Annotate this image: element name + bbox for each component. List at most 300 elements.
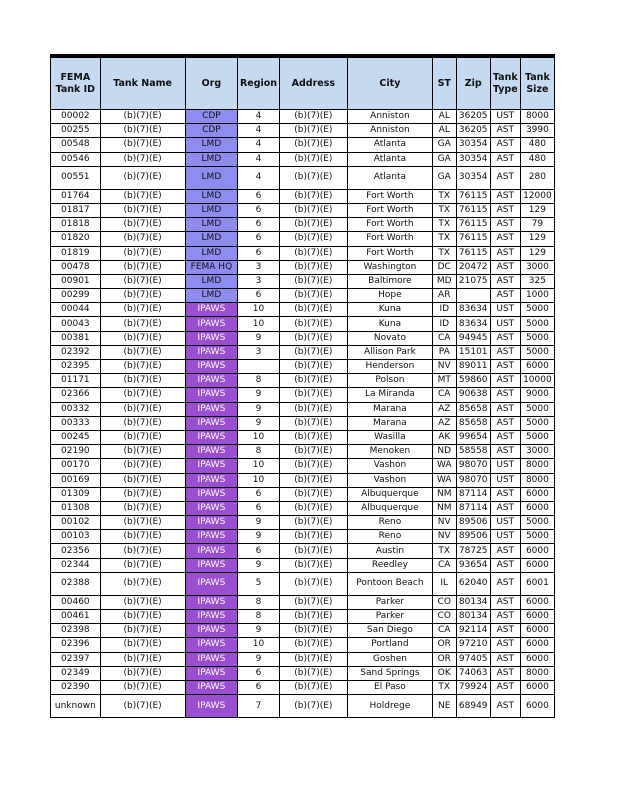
cell-city: El Paso [347,680,432,694]
cell-city: Atlanta [347,166,432,189]
cell-tank-id: 01818 [51,218,101,232]
cell-region: 8 [238,595,279,609]
cell-org: CDP [185,124,238,138]
cell-tank-name: (b)(7)(E) [100,331,185,345]
cell-tank-type: UST [490,530,520,544]
col-header-fema-tank-id: FEMA Tank ID [51,58,101,110]
cell-org: LMD [185,138,238,152]
cell-tank-size: 3990 [520,124,554,138]
cell-tank-id: 02366 [51,388,101,402]
cell-tank-id: 02397 [51,652,101,666]
cell-tank-name: (b)(7)(E) [100,303,185,317]
table-row [51,572,555,595]
cell-region: 5 [238,572,279,595]
cell-tank-type: UST [490,303,520,317]
cell-state: CO [432,595,456,609]
cell-state: TX [432,203,456,217]
cell-state: GA [432,152,456,166]
cell-zip: 89506 [456,530,490,544]
cell-address: (b)(7)(E) [279,345,347,359]
cell-tank-id: 00460 [51,595,101,609]
cell-tank-type: AST [490,680,520,694]
cell-state: ND [432,445,456,459]
cell-tank-name: (b)(7)(E) [100,530,185,544]
cell-city: San Diego [347,624,432,638]
cell-org: IPAWS [185,638,238,652]
cell-zip: 94945 [456,331,490,345]
table-row [51,473,555,487]
cell-tank-name: (b)(7)(E) [100,680,185,694]
cell-org: IPAWS [185,473,238,487]
table-row [51,388,555,402]
table-row [51,402,555,416]
cell-org: IPAWS [185,487,238,501]
cell-tank-type: AST [490,624,520,638]
cell-org: IPAWS [185,572,238,595]
cell-org: LMD [185,232,238,246]
cell-city: Pontoon Beach [347,572,432,595]
cell-tank-size: 8000 [520,473,554,487]
cell-city: Vashon [347,459,432,473]
cell-zip [456,289,490,303]
cell-org: IPAWS [185,516,238,530]
cell-address: (b)(7)(E) [279,530,347,544]
cell-tank-size: 3000 [520,445,554,459]
cell-address: (b)(7)(E) [279,624,347,638]
cell-tank-id: 00255 [51,124,101,138]
cell-region: 10 [238,459,279,473]
cell-region: 10 [238,317,279,331]
cell-tank-id: 02392 [51,345,101,359]
cell-tank-size: 8000 [520,459,554,473]
cell-region: 9 [238,516,279,530]
cell-city: Holdrege [347,695,432,718]
cell-tank-size: 12000 [520,189,554,203]
cell-region: 4 [238,110,279,124]
cell-city: Fort Worth [347,232,432,246]
cell-tank-size: 5000 [520,430,554,444]
cell-tank-size: 8000 [520,110,554,124]
cell-region: 9 [238,388,279,402]
cell-state: TX [432,232,456,246]
table-row [51,638,555,652]
cell-tank-size: 5000 [520,317,554,331]
cell-city: Hope [347,289,432,303]
cell-tank-size: 79 [520,218,554,232]
table-row [51,331,555,345]
cell-tank-type: UST [490,110,520,124]
cell-address: (b)(7)(E) [279,374,347,388]
cell-tank-id: 00551 [51,166,101,189]
cell-address: (b)(7)(E) [279,430,347,444]
cell-address: (b)(7)(E) [279,516,347,530]
cell-tank-type: AST [490,246,520,260]
cell-tank-id: 01817 [51,203,101,217]
cell-tank-type: AST [490,595,520,609]
cell-tank-size: 325 [520,274,554,288]
cell-zip: 80134 [456,595,490,609]
cell-tank-size: 280 [520,166,554,189]
cell-city: Reno [347,530,432,544]
table-row [51,274,555,288]
cell-zip: 30354 [456,166,490,189]
cell-tank-name: (b)(7)(E) [100,572,185,595]
cell-tank-type: AST [490,652,520,666]
cell-state: IL [432,572,456,595]
cell-org: LMD [185,246,238,260]
cell-org: IPAWS [185,666,238,680]
table-header [51,58,555,110]
cell-address: (b)(7)(E) [279,260,347,274]
cell-tank-type: UST [490,459,520,473]
cell-tank-type: AST [490,203,520,217]
cell-zip: 36205 [456,110,490,124]
cell-tank-type: AST [490,360,520,374]
cell-state: OR [432,638,456,652]
cell-city: Novato [347,331,432,345]
cell-city: Fort Worth [347,203,432,217]
cell-org: IPAWS [185,445,238,459]
cell-tank-type: AST [490,124,520,138]
cell-org: CDP [185,110,238,124]
cell-address: (b)(7)(E) [279,638,347,652]
table-row [51,124,555,138]
cell-tank-type: AST [490,445,520,459]
cell-state: GA [432,138,456,152]
cell-city: Portland [347,638,432,652]
cell-zip: 76115 [456,232,490,246]
cell-zip: 74063 [456,666,490,680]
cell-tank-type: AST [490,274,520,288]
cell-org: LMD [185,152,238,166]
cell-tank-size: 480 [520,138,554,152]
cell-tank-name: (b)(7)(E) [100,430,185,444]
cell-tank-size: 5000 [520,303,554,317]
cell-zip: 87114 [456,501,490,515]
cell-org: IPAWS [185,345,238,359]
cell-org: IPAWS [185,303,238,317]
cell-region: 9 [238,416,279,430]
table-row [51,260,555,274]
cell-state: CA [432,331,456,345]
cell-tank-type: AST [490,430,520,444]
col-header-org: Org [185,58,238,110]
cell-region: 10 [238,303,279,317]
cell-tank-id: 00478 [51,260,101,274]
table-row [51,501,555,515]
cell-tank-name: (b)(7)(E) [100,516,185,530]
cell-tank-name: (b)(7)(E) [100,558,185,572]
cell-address: (b)(7)(E) [279,203,347,217]
cell-city: Kuna [347,317,432,331]
cell-region: 4 [238,152,279,166]
cell-org: LMD [185,189,238,203]
cell-region: 6 [238,501,279,515]
cell-zip: 30354 [456,138,490,152]
cell-zip: 59860 [456,374,490,388]
cell-city: Anniston [347,110,432,124]
cell-tank-size: 5000 [520,331,554,345]
cell-tank-size: 5000 [520,516,554,530]
cell-address: (b)(7)(E) [279,595,347,609]
cell-region: 6 [238,544,279,558]
table-row [51,289,555,303]
cell-tank-size: 6000 [520,544,554,558]
cell-city: Washington [347,260,432,274]
cell-tank-size: 6000 [520,610,554,624]
cell-tank-name: (b)(7)(E) [100,189,185,203]
cell-zip: 92114 [456,624,490,638]
cell-tank-size: 9000 [520,388,554,402]
cell-org: IPAWS [185,544,238,558]
col-header-tank-size: Tank Size [520,58,554,110]
cell-region: 6 [238,487,279,501]
table-row [51,680,555,694]
cell-tank-size: 129 [520,246,554,260]
cell-state: CA [432,388,456,402]
cell-city: Albuquerque [347,487,432,501]
cell-tank-size: 10000 [520,374,554,388]
cell-tank-name: (b)(7)(E) [100,289,185,303]
cell-tank-size: 5000 [520,530,554,544]
cell-address: (b)(7)(E) [279,124,347,138]
col-header-city: City [347,58,432,110]
cell-tank-type: AST [490,218,520,232]
cell-state: WA [432,473,456,487]
cell-org: IPAWS [185,331,238,345]
cell-region: 3 [238,260,279,274]
cell-region: 6 [238,666,279,680]
table-row [51,666,555,680]
cell-tank-id: 02398 [51,624,101,638]
cell-tank-name: (b)(7)(E) [100,246,185,260]
cell-org: IPAWS [185,360,238,374]
cell-city: La Miranda [347,388,432,402]
cell-city: Atlanta [347,152,432,166]
cell-tank-id: 00002 [51,110,101,124]
cell-tank-name: (b)(7)(E) [100,138,185,152]
cell-tank-id: 00332 [51,402,101,416]
cell-tank-size: 6001 [520,572,554,595]
table-row [51,138,555,152]
cell-city: Austin [347,544,432,558]
cell-city: Marana [347,416,432,430]
cell-tank-id: 01171 [51,374,101,388]
cell-tank-id: 00245 [51,430,101,444]
table-row [51,166,555,189]
cell-city: Allison Park [347,345,432,359]
cell-state: AZ [432,416,456,430]
cell-tank-type: AST [490,374,520,388]
cell-tank-name: (b)(7)(E) [100,459,185,473]
table-row [51,317,555,331]
table-row [51,360,555,374]
cell-tank-size: 3000 [520,260,554,274]
cell-state: NV [432,360,456,374]
cell-tank-name: (b)(7)(E) [100,374,185,388]
cell-org: IPAWS [185,595,238,609]
cell-state: TX [432,544,456,558]
cell-org: LMD [185,289,238,303]
cell-address: (b)(7)(E) [279,110,347,124]
cell-tank-type: AST [490,501,520,515]
cell-address: (b)(7)(E) [279,473,347,487]
cell-address: (b)(7)(E) [279,558,347,572]
cell-state: NM [432,487,456,501]
cell-region: 6 [238,203,279,217]
cell-address: (b)(7)(E) [279,360,347,374]
cell-city: Fort Worth [347,189,432,203]
cell-tank-id: 00299 [51,289,101,303]
cell-tank-size: 129 [520,203,554,217]
cell-tank-id: 02190 [51,445,101,459]
cell-org: IPAWS [185,317,238,331]
cell-region: 6 [238,680,279,694]
table-row [51,416,555,430]
cell-region: 3 [238,345,279,359]
cell-tank-id: 02396 [51,638,101,652]
cell-address: (b)(7)(E) [279,303,347,317]
cell-org: IPAWS [185,388,238,402]
cell-tank-id: 02356 [51,544,101,558]
cell-org: IPAWS [185,374,238,388]
cell-tank-type: AST [490,331,520,345]
cell-tank-size: 6000 [520,487,554,501]
cell-state: OK [432,666,456,680]
cell-address: (b)(7)(E) [279,402,347,416]
cell-region: 3 [238,274,279,288]
cell-tank-type: AST [490,416,520,430]
cell-address: (b)(7)(E) [279,572,347,595]
cell-state: TX [432,189,456,203]
cell-tank-size: 6000 [520,680,554,694]
cell-region: 6 [238,189,279,203]
cell-tank-name: (b)(7)(E) [100,695,185,718]
cell-tank-name: (b)(7)(E) [100,260,185,274]
cell-address: (b)(7)(E) [279,152,347,166]
cell-zip: 79924 [456,680,490,694]
cell-tank-id: 02395 [51,360,101,374]
cell-region: 6 [238,289,279,303]
cell-tank-name: (b)(7)(E) [100,166,185,189]
cell-address: (b)(7)(E) [279,459,347,473]
cell-tank-id: 02388 [51,572,101,595]
cell-address: (b)(7)(E) [279,218,347,232]
cell-city: Fort Worth [347,218,432,232]
cell-zip: 80134 [456,610,490,624]
cell-city: Polson [347,374,432,388]
cell-state: CA [432,558,456,572]
cell-city: Reno [347,516,432,530]
cell-tank-type: AST [490,572,520,595]
cell-tank-type: AST [490,152,520,166]
cell-tank-type: AST [490,345,520,359]
cell-region: 9 [238,558,279,572]
cell-city: Wasilla [347,430,432,444]
cell-state: WA [432,459,456,473]
cell-tank-size: 8000 [520,666,554,680]
col-header-zip: Zip [456,58,490,110]
cell-org: IPAWS [185,680,238,694]
table-row [51,374,555,388]
cell-address: (b)(7)(E) [279,388,347,402]
cell-tank-name: (b)(7)(E) [100,473,185,487]
cell-tank-name: (b)(7)(E) [100,666,185,680]
cell-tank-type: AST [490,695,520,718]
cell-org: IPAWS [185,558,238,572]
cell-zip: 85658 [456,416,490,430]
cell-zip: 90638 [456,388,490,402]
cell-zip: 97405 [456,652,490,666]
cell-tank-size: 6000 [520,360,554,374]
cell-state: ID [432,317,456,331]
cell-tank-size: 1000 [520,289,554,303]
cell-tank-size: 129 [520,232,554,246]
cell-zip: 87114 [456,487,490,501]
cell-zip: 78725 [456,544,490,558]
cell-tank-size: 5000 [520,402,554,416]
cell-city: Baltimore [347,274,432,288]
cell-tank-id: 00043 [51,317,101,331]
cell-tank-id: 00381 [51,331,101,345]
cell-state: AR [432,289,456,303]
table-row [51,459,555,473]
cell-tank-name: (b)(7)(E) [100,544,185,558]
table-body [51,110,555,718]
col-header-tank-type: Tank Type [490,58,520,110]
cell-city: Kuna [347,303,432,317]
cell-state: CO [432,610,456,624]
cell-region: 9 [238,331,279,345]
table-row [51,558,555,572]
cell-city: Goshen [347,652,432,666]
cell-tank-id: 01309 [51,487,101,501]
cell-address: (b)(7)(E) [279,138,347,152]
table-row [51,530,555,544]
cell-tank-name: (b)(7)(E) [100,110,185,124]
cell-region: 6 [238,218,279,232]
cell-zip: 15101 [456,345,490,359]
cell-tank-size: 6000 [520,652,554,666]
cell-org: LMD [185,166,238,189]
cell-state: NV [432,530,456,544]
cell-state: NE [432,695,456,718]
cell-tank-type: UST [490,516,520,530]
cell-org: IPAWS [185,501,238,515]
cell-tank-id: 00548 [51,138,101,152]
cell-region: 10 [238,638,279,652]
cell-tank-name: (b)(7)(E) [100,124,185,138]
table-row [51,430,555,444]
cell-tank-name: (b)(7)(E) [100,203,185,217]
cell-city: Atlanta [347,138,432,152]
cell-state: MT [432,374,456,388]
cell-tank-size: 5000 [520,345,554,359]
cell-region: 4 [238,124,279,138]
cell-tank-type: AST [490,402,520,416]
cell-tank-type: UST [490,317,520,331]
cell-tank-type: AST [490,138,520,152]
cell-zip: 20472 [456,260,490,274]
cell-address: (b)(7)(E) [279,695,347,718]
cell-state: PA [432,345,456,359]
table-row [51,695,555,718]
cell-region: 10 [238,473,279,487]
cell-tank-type: AST [490,558,520,572]
cell-tank-name: (b)(7)(E) [100,232,185,246]
cell-region: 9 [238,652,279,666]
col-header-tank-name: Tank Name [100,58,185,110]
